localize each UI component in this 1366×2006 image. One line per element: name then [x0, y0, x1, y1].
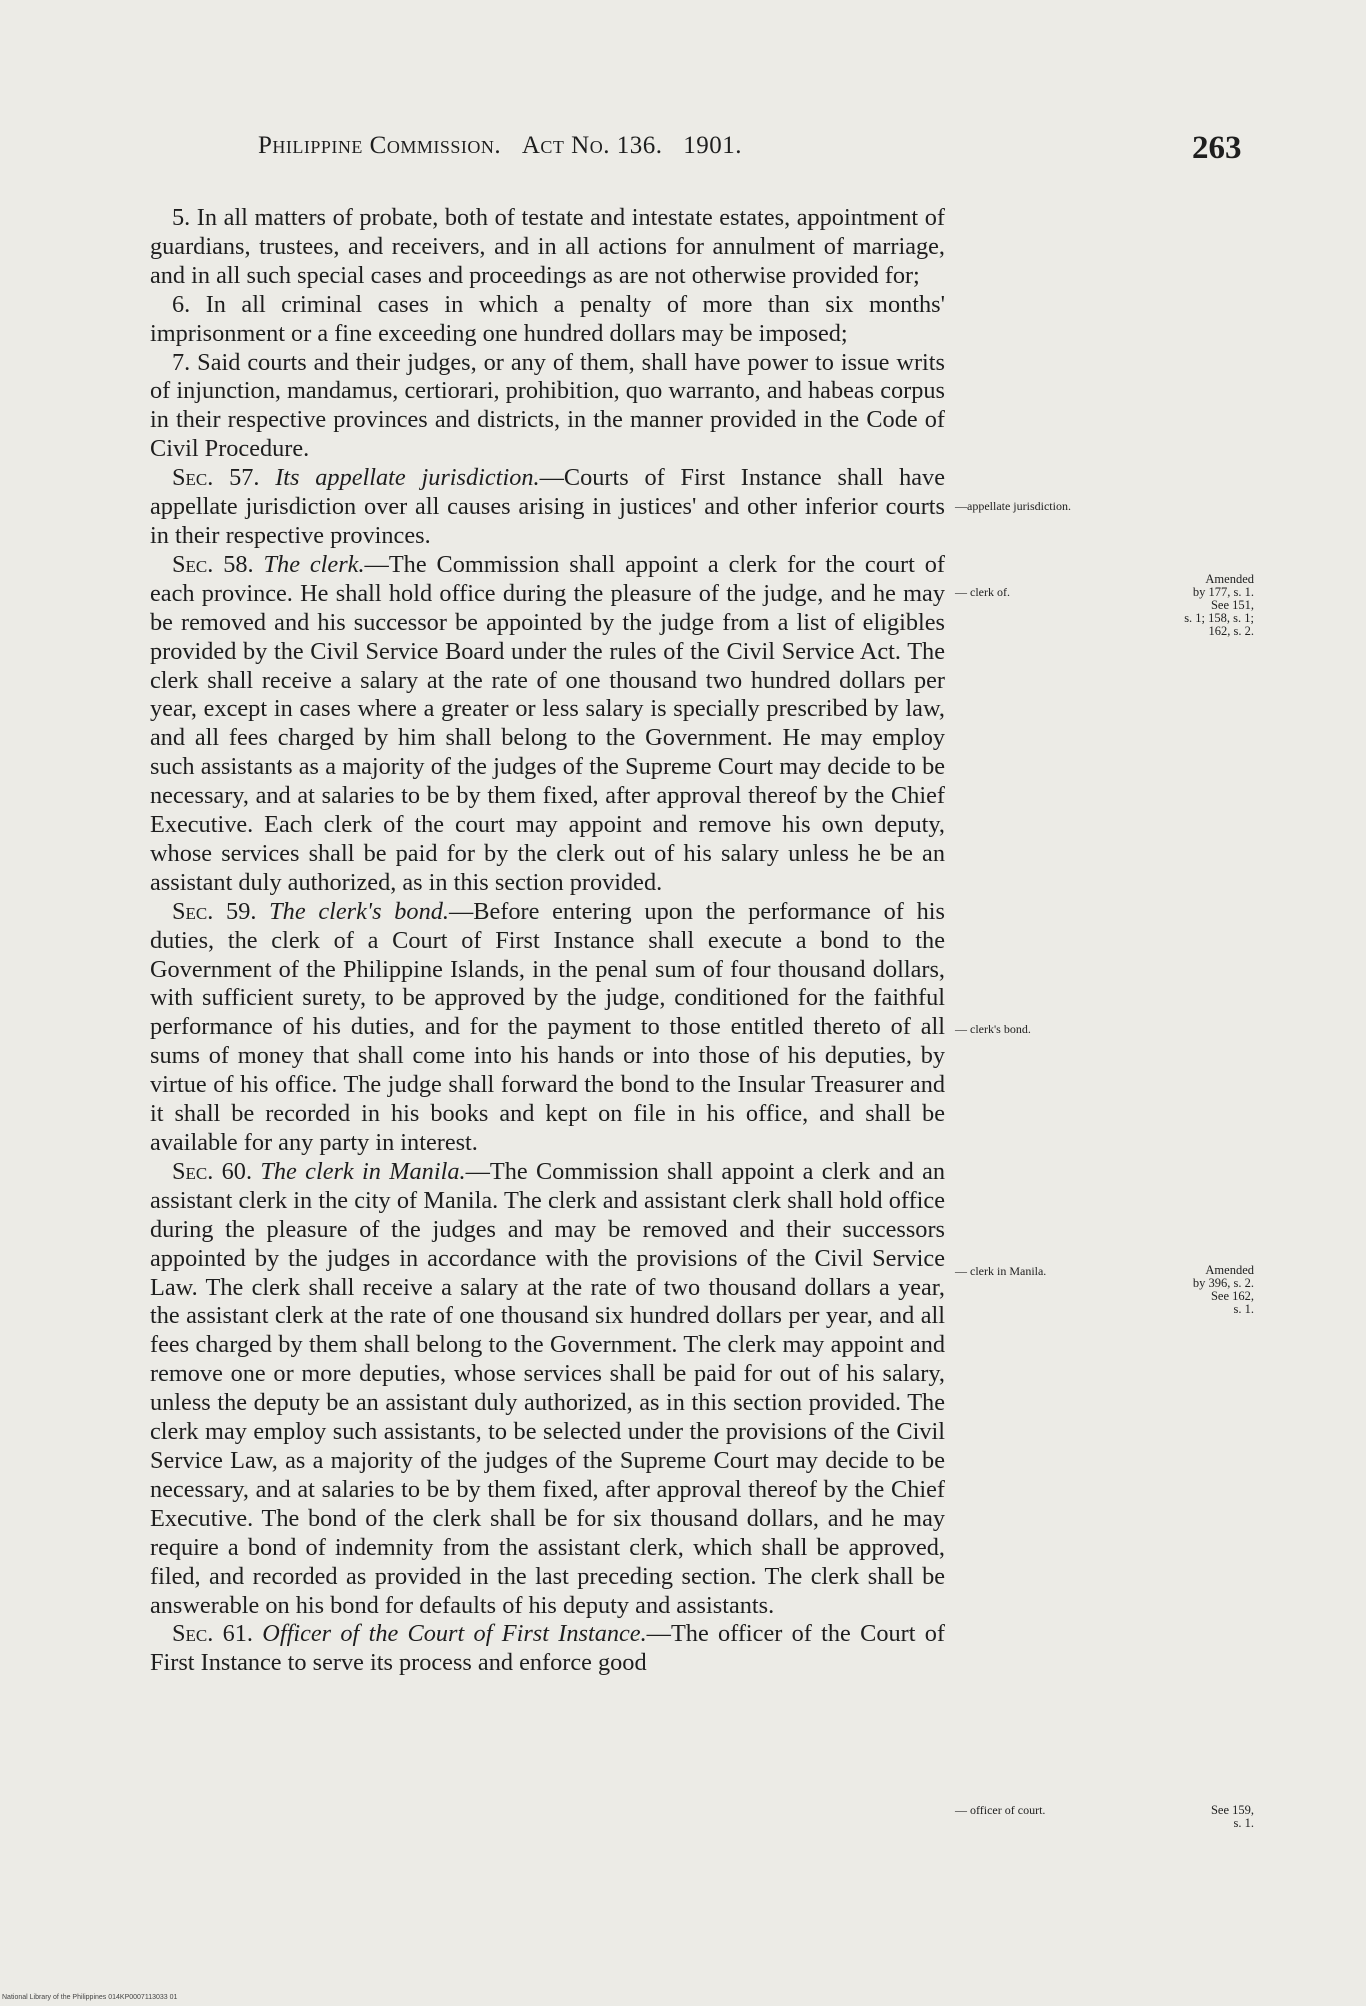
section-text: —The Commission shall appoint a clerk for the court of each province. He shall hold office during the pleasure of the judge, and he may be removed and his successor be appointed by the judge from a list of eligibles provided by the Civil Service Board under the rules of the Civil Service Act. The clerk shall receive a salary at the rate of one thousand two hundred dollars per year, except in cases where a greater or less salary is specially prescribed by law, and all fees charged by him shall belong to the Government. He may employ such assistants as a majority of the judges of the Supreme Court may decide to be necessary, and at salaries to be by them fixed, after approval thereof by the Chief Executive. Each clerk of the court may appoint and remove his own deputy, whose services shall be paid for by the clerk out of his salary unless he be an assistant duly authorized, as in this section provided.	[150, 550, 945, 896]
note-line: s. 1.	[1233, 1302, 1254, 1316]
clause-5: 5. In all matters of probate, both of testate and intestate estates, appointment of guardians, trustees, and receivers, and in all actions for annulment of marriage, and in all such special cases and proceedings as are not otherwise provided for;	[150, 204, 945, 289]
note-line: s. 1; 158, s. 1;	[1184, 611, 1254, 625]
section-number: Sec. 61.	[172, 1620, 253, 1648]
section-number: Sec. 58.	[172, 550, 254, 578]
section-title: The clerk in Manila.	[260, 1157, 466, 1185]
note-line: See 151,	[1210, 598, 1254, 612]
margin-note-clerk-manila: — clerk in Manila.	[955, 1264, 1047, 1278]
header-act: Act No. 136.	[521, 132, 663, 159]
margin-note-clerk: — clerk of.	[955, 585, 1010, 599]
header-year: 1901.	[683, 132, 742, 159]
section-60	[150, 1158, 945, 1621]
section-57	[150, 464, 945, 551]
amendment-note-60	[1130, 1264, 1254, 1316]
running-header	[258, 132, 818, 160]
section-title: The clerk's bond.	[269, 897, 449, 925]
note-line: Amended	[1205, 572, 1254, 586]
section-text: —Before entering upon the performance of his duties, the clerk of a Court of First Instance shall execute a bond to the Government of the Philippine Islands, in the penal sum of four thousand dollars, with sufficient surety, to be approved by the judge, conditioned for the faithful performance of his duties, and for the payment to those entitled thereto of all sums of money that shall come into his hands or into those of his deputies, by virtue of his office. The judge shall forward the bond to the Insular Treasurer and it shall be recorded in his books and kept on file in his office, and shall be available for any party in interest.	[150, 897, 945, 1156]
reference-note-61	[1130, 1804, 1254, 1830]
section-number: Sec. 57.	[172, 464, 260, 492]
note-line: by 177, s. 1.	[1192, 585, 1254, 599]
section-title: The clerk.	[263, 550, 365, 578]
scan-footer: National Library of the Philippines 014KP0007113033 01	[2, 1994, 178, 2001]
section-text: —Courts of First Instance shall have appellate jurisdiction over all causes arising in justices' and other inferior courts in their respective provinces.	[150, 464, 945, 549]
clause-7: 7. Said courts and their judges, or any of them, shall have power to issue writs of injunction, mandamus, certiorari, prohibition, quo warranto, and habeas corpus in their respective provinces and districts, in the manner provided in the Code of Civil Procedure.	[150, 348, 945, 463]
margin-note-clerks-bond: — clerk's bond.	[955, 1022, 1031, 1036]
note-line: Amended	[1205, 1263, 1254, 1277]
section-number: Sec. 59.	[172, 897, 257, 925]
note-line: s. 1.	[1233, 1816, 1254, 1830]
note-line: 162, s. 2.	[1208, 624, 1254, 638]
page-number: 263	[1192, 130, 1242, 166]
header-title: Philippine Commission.	[258, 132, 502, 159]
section-59	[150, 898, 945, 1158]
section-text: —The Commission shall appoint a clerk and an assistant clerk in the city of Manila. The clerk and assistant clerk shall hold office during the pleasure of the judges and may be removed and their successors appointed by the judges in accordance with the provisions of the Civil Service Law. The clerk shall receive a salary at the rate of two thousand dollars a year, the assistant clerk at the rate of one thousand six hundred dollars per year, and all fees charged by them shall belong to the Government. The clerk may appoint and remove one or more deputies, whose services shall be paid for out of his salary, unless the deputy be an assistant duly authorized, as in this section provided. The clerk may employ such assistants, to be selected under the provisions of the Civil Service Law, as a majority of the judges of the Supreme Court may decide to be necessary, and at salaries to be by them fixed, after approval thereof by the Chief Executive. The bond of the clerk shall be for six thousand dollars, and he may require a bond of indemnity from the assistant clerk, which shall be approved, filed, and recorded as provided in the last preceding section. The clerk shall be answerable on his bond for defaults of his deputy and assistants.	[150, 1157, 945, 1619]
section-title: Its appellate jurisdiction.	[275, 464, 540, 492]
note-line: by 396, s. 2.	[1192, 1276, 1254, 1290]
section-text: —The officer of the Court of First Instance to serve its process and enforce good	[150, 1620, 945, 1677]
section-58	[150, 551, 945, 898]
amendment-note-58	[1130, 573, 1254, 638]
margin-note-officer: — officer of court.	[955, 1803, 1046, 1817]
section-title: Officer of the Court of First Instance.	[262, 1620, 647, 1648]
body-text	[150, 204, 945, 1678]
clause-6: 6. In all criminal cases in which a penalty of more than six months' imprisonment or a fine exceeding one hundred dollars may be imposed;	[150, 290, 945, 347]
margin-note-appellate: —appellate jurisdiction.	[955, 499, 1071, 513]
note-line: See 162,	[1210, 1289, 1254, 1303]
section-number: Sec. 60.	[172, 1157, 253, 1185]
section-61	[150, 1620, 945, 1678]
note-line: See 159,	[1210, 1803, 1254, 1817]
